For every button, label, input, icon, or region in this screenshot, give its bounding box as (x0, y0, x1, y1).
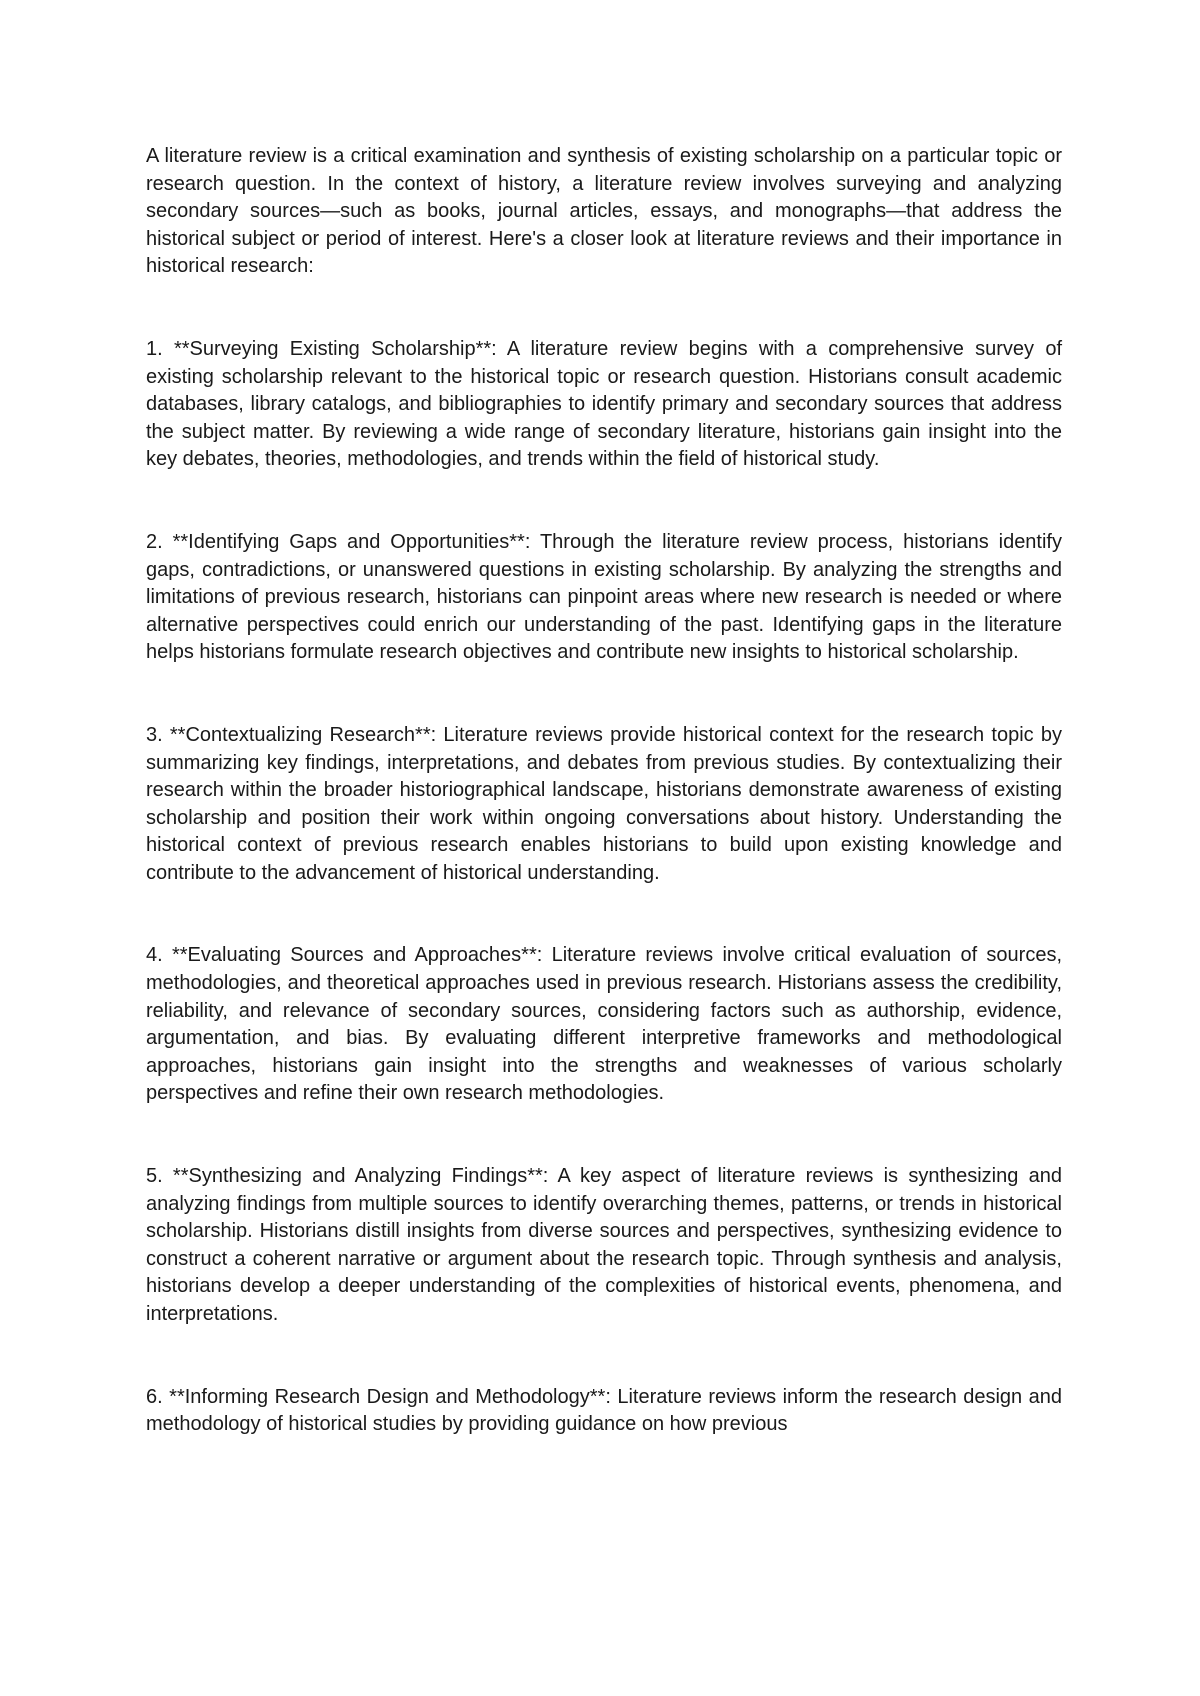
document-body (146, 143, 1062, 1494)
point-4-paragraph: 4. **Evaluating Sources and Approaches**: Literature reviews involve critical evaluation of sources, methodologies, and theoretical approaches used in previous research. Historians assess the credibility, reliability, and relevance of secondary sources, considering factors such as authorship, evidence, argumentation, and bias. By evaluating different interpretive frameworks and methodological approaches, historians gain insight into the strengths and weaknesses of various scholarly perspectives and refine their own research methodologies. (146, 944, 1062, 1105)
point-6-paragraph: 6. **Informing Research Design and Methodology**: Literature reviews inform the research design and methodology of historical studies by providing guidance on how previous (146, 1385, 1062, 1436)
intro-paragraph: A literature review is a critical examination and synthesis of existing scholarship on a particular topic or research question. In the context of history, a literature review involves surveying and analyzing secondary sources—such as books, journal articles, essays, and monographs—that address the historical subject or period of interest. Here's a closer look at literature reviews and their importance in historical research: (146, 145, 1062, 278)
point-5-paragraph: 5. **Synthesizing and Analyzing Findings**: A key aspect of literature reviews is synthesizing and analyzing findings from multiple sources to identify overarching themes, patterns, or trends in historical scholarship. Historians distill insights from diverse sources and perspectives, synthesizing evidence to construct a coherent narrative or argument about the research topic. Through synthesis and analysis, historians develop a deeper understanding of the complexities of historical events, phenomena, and interpretations. (146, 1165, 1062, 1325)
point-1-paragraph: 1. **Surveying Existing Scholarship**: A literature review begins with a comprehensive survey of existing scholarship relevant to the historical topic or research question. Historians consult academic databases, library catalogs, and bibliographies to identify primary and secondary sources that address the subject matter. By reviewing a wide range of secondary literature, historians gain insight into the key debates, theories, methodologies, and trends within the field of historical study. (146, 337, 1062, 471)
point-2-paragraph: 2. **Identifying Gaps and Opportunities**: Through the literature review process, historians identify gaps, contradictions, or unanswered questions in existing scholarship. By analyzing the strengths and limitations of previous research, historians can pinpoint areas where new research is needed or where alternative perspectives could enrich our understanding of the past. Identifying gaps in the literature helps historians formulate research objectives and contribute new insights to historical scholarship. (146, 530, 1062, 664)
point-3-paragraph: 3. **Contextualizing Research**: Literature reviews provide historical context for the research topic by summarizing key findings, interpretations, and debates from previous studies. By contextualizing their research within the broader historiographical landscape, historians demonstrate awareness of existing scholarship and position their work within ongoing conversations about history. Understanding the historical context of previous research enables historians to build upon existing knowledge and contribute to the advancement of historical understanding. (146, 723, 1062, 884)
